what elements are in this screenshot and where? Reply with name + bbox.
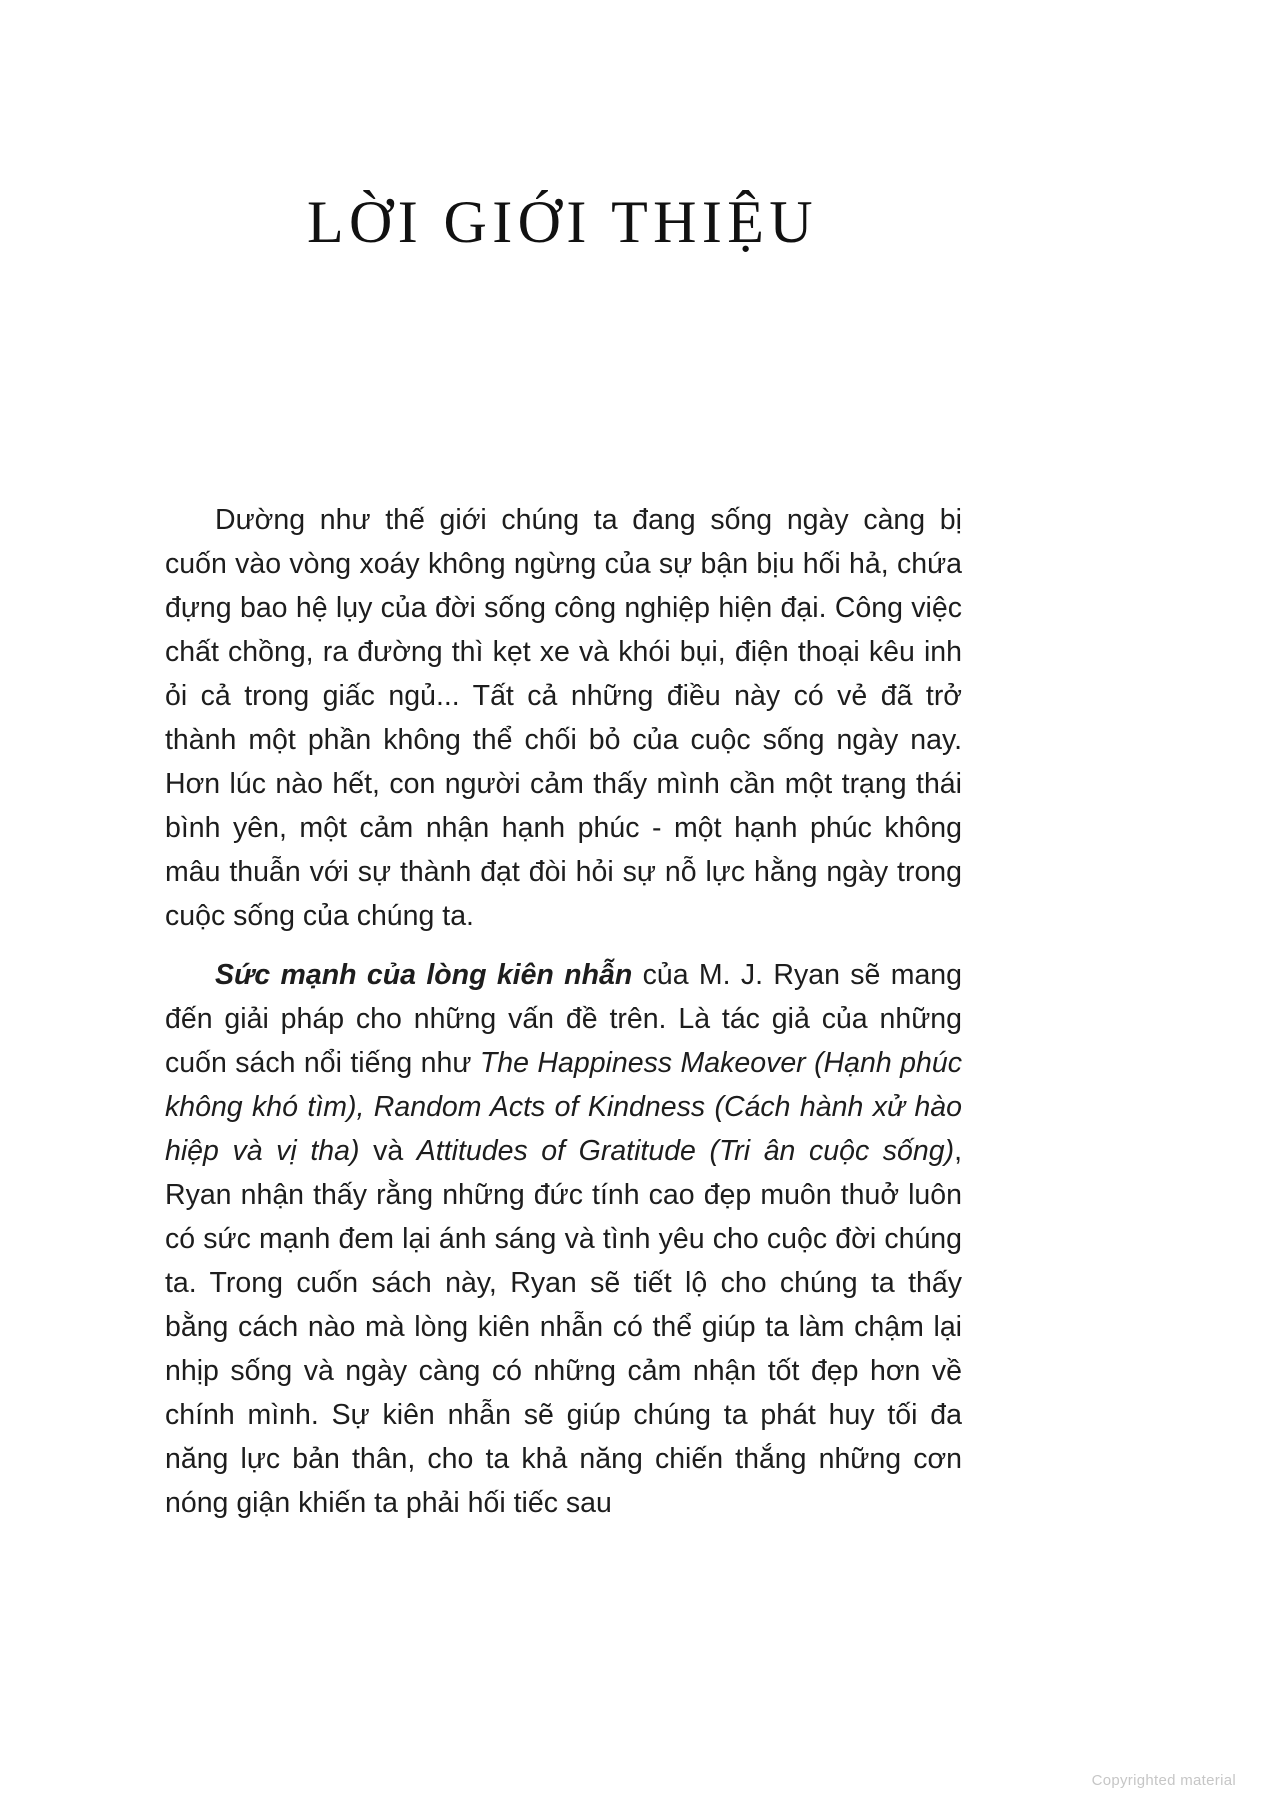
text-segment: Dường như thế giới chúng ta đang sống ngày càng bị cuốn vào vòng xoáy không ngừng của sự bận bịu hối hả, chứa đựng bao hệ lụy của đời sống công nghiệp hiện đại. Công việc chất chồng, ra đường thì kẹt xe và khói bụi, điện thoại kêu inh ỏi cả trong giấc ngủ... Tất cả những điều này có vẻ đã trở thành một phần không thể chối bỏ của cuộc sống ngày nay. Hơn lúc nào hết, con người cảm thấy mình cần một trạng thái bình yên, một cảm nhận hạnh phúc - một hạnh phúc không mâu thuẫn với sự thành đạt đòi hỏi sự nỗ lực hằng ngày trong cuộc sống của chúng ta. bbox=[165, 504, 962, 932]
text-segment: của M. J. Ryan sẽ mang đến giải pháp cho những vấn đề trên. Là tác giả của những cuốn sách nổi tiếng như bbox=[165, 959, 962, 1079]
text-segment: , Ryan nhận thấy rằng những đức tính cao đẹp muôn thuở luôn có sức mạnh đem lại ánh sáng và tình yêu cho cuộc đời chúng ta. Trong cuốn sách này, Ryan sẽ tiết lộ cho chúng ta thấy bằng cách nào mà lòng kiên nhẫn có thể giúp ta làm chậm lại nhịp sống và ngày càng có những cảm nhận tốt đẹp hơn về chính mình. Sự kiên nhẫn sẽ giúp chúng ta phát huy tối đa năng lực bản thân, cho ta khả năng chiến thắng những cơn nóng giận khiến ta phải hối tiếc sau bbox=[165, 1135, 963, 1519]
body-text bbox=[165, 498, 962, 1540]
text-segment: Attitudes of Gratitude (Tri ân cuộc sống) bbox=[416, 1135, 955, 1167]
paragraph bbox=[165, 498, 962, 938]
text-segment: The Happiness Makeover (Hạnh phúc không khó tìm), Random Acts of Kindness (Cách hành xử hào hiệp và vị tha) bbox=[165, 1047, 962, 1167]
text-segment: Sức mạnh của lòng kiên nhẫn bbox=[215, 959, 633, 991]
page-title: LỜI GIỚI THIỆU bbox=[306, 189, 819, 255]
copyright-notice: Copyrighted material bbox=[1091, 1772, 1236, 1789]
text-segment: và bbox=[359, 1135, 417, 1167]
paragraph bbox=[165, 953, 962, 1525]
